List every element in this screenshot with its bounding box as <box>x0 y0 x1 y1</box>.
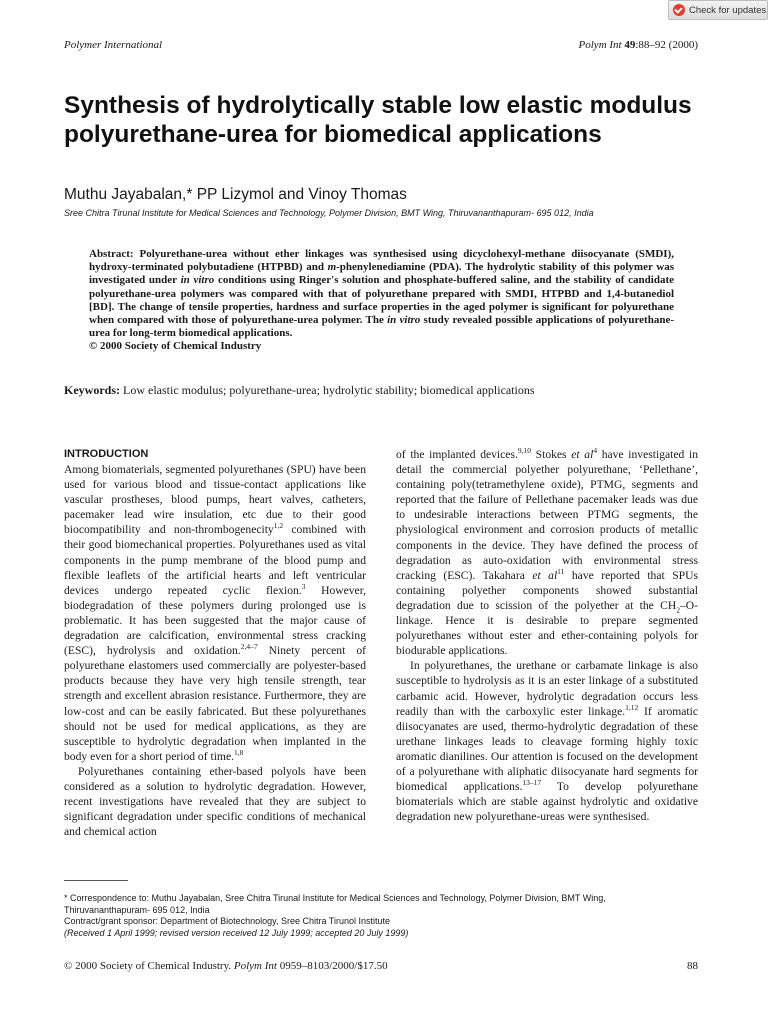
journal-name: Polymer International <box>64 39 163 51</box>
paragraph: Polyurethanes containing ether-based polyols have been considered as a solution to hydrolytic degradation. However, recent investigations have revealed that they are subject to significant degradation under specific conditions of mechanical and chemical action <box>64 764 366 839</box>
check-for-updates-label: Check for updates <box>689 4 767 16</box>
keywords: Keywords: Low elastic modulus; polyurethane-urea; hydrolytic stability; biomedical applications <box>64 383 535 397</box>
paragraph: Among biomaterials, segmented polyurethanes (SPU) have been used for various blood and tissue-contact applications like vascular prostheses, blood pumps, heart valves, catheters, pacemaker lead wire insulation, etc due to their good biocompatibility and non-thrombogenecity$^{1,2}$ combined with their good biomechanical properties. Polyurethanes used as vital components in the pump membrane of the blood pump and flexible leaflets of the artificial hearts and left ventricular devices undergo repeated cyclic flexion.$^3$ However, biodegradation of these polymers during prolonged use is problematic. It has been suggested that the major cause of degradation are calcification, environmental stress cracking (ESC), hydrolysis and oxidation.$^{2,4-7}$ Ninety percent of polyurethane elastomers used commercially are polyester-based products because they have very high tensile strength, tear strength and excellent abrasion resistance. Furthermore, they are low-cost and can be easily fabricated. But these polyurethanes should not be used for medical applications, as they are susceptible to hydrolytic degradation when implanted in the body even for a short period of time.$^{1,8}$ <box>64 463 366 763</box>
section-heading-introduction: INTRODUCTION <box>64 448 149 460</box>
citation: Polym Int 49:88–92 (2000) <box>578 39 698 51</box>
footer-copyright: © 2000 Society of Chemical Industry. Polym Int 0959–8103/2000/$17.50 <box>64 960 388 972</box>
footnote-received: (Received 1 April 1999; revised version received 12 July 1999; accepted 20 July 1999) <box>64 927 409 938</box>
running-header <box>64 39 698 51</box>
footnote-correspondence: * Correspondence to: Muthu Jayabalan, Sree Chitra Tirunal Institute for Medical Sciences and Technology, Polymer Division, BMT Wing, <box>64 893 606 903</box>
page-number: 88 <box>687 960 698 972</box>
article-title: Synthesis of hydrolytically stable low elastic modulus polyurethane-urea for biomedical applications <box>64 92 692 148</box>
check-mark-icon <box>673 4 685 16</box>
page-footer <box>64 960 698 972</box>
footnotes <box>64 893 704 939</box>
paragraph: of the implanted devices.$^{9,10}$ Stokes et $al^4$ have investigated in detail the commercial polyether polyurethane, ‘Pellethane’, containing poly(tetramethylene oxide), PTMG, segments and reported that the failure of Pellethane pacemaker leads was due to undesirable interactions between PTMG segments, the physiological environment and corrosion products of metallic components in the device. They have defined the process of degradation as auto-oxidation with environmental stress cracking (ESC). Takahara et $al^{11}$ have reported that SPUs containing polyether components showed substantial degradation due to scission of the polyether at the $CH_2-O$-linkage. Hence it is desirable to prepare segmented polyurethanes without ester and ether-containing polyols for biodurable applications. <box>396 446 698 658</box>
paragraph: In polyurethanes, the urethane or carbamate linkage is also susceptible to hydrolysis as it is an ester linkage of a substituted carbamic acid. However, hydrolytic degradation occurs less readily than with the carboxylic ester linkage.$^{1,12}$ If aromatic diisocyanates are used, thermo-hydrolytic degradation of these urethane linkages leads to cleavage forming highly toxic aromatic dianilines. Our attention is focused on the development of a polyurethane with aliphatic diisocyanate hard segments for biomedical applications.$^{13-17}$ To develop polyurethane biomaterials which are stable against hydrolytic and oxidative degradation new polyurethane-ureas were synthesised. <box>396 659 699 824</box>
abstract-copyright: © 2000 Society of Chemical Industry <box>89 340 262 353</box>
author-list: Muthu Jayabalan,* PP Lizymol and Vinoy Thomas <box>64 186 407 203</box>
abstract: Abstract: Polyurethane-urea without ether linkages was synthesised using dicyclohexyl-methane diisocyanate (SMDI), hydroxy-terminated polybutadiene (HTPBD) and m-phenylenediamine (PDA). The hydrolytic stability of this polymer was investigated under in vitro conditions using Ringer's solution and phosphate-buffered saline, and the stability of candidate polyurethane-urea polymers was compared with that of polyurethane prepared with SMDI, HTPBD and 1,4-butanediol [BD]. The change of tensile properties, hardness and surface properties in the aged polymer is significant for polyurethane when compared with those of polyurethane-urea polymer. The in vitro study revealed possible applications of polyurethane-urea for long-term biomedical applications. © 2000 Society of Chemical Industry <box>89 248 674 353</box>
left-column <box>64 447 366 839</box>
affiliation: Sree Chitra Tirunal Institute for Medical Sciences and Technology, Polymer Division, BMT Wing, Thiruvananthapuram- 695 012, India <box>64 208 594 218</box>
check-for-updates-button[interactable] <box>668 0 768 20</box>
footnote-grant: Contract/grant sponsor: Department of Biotechnology, Sree Chitra Tirunol Institute <box>64 916 390 927</box>
right-column <box>396 447 698 824</box>
footnote-address: Thiruvananthapuram- 695 012, India <box>64 904 210 915</box>
footnote-divider <box>64 880 128 881</box>
